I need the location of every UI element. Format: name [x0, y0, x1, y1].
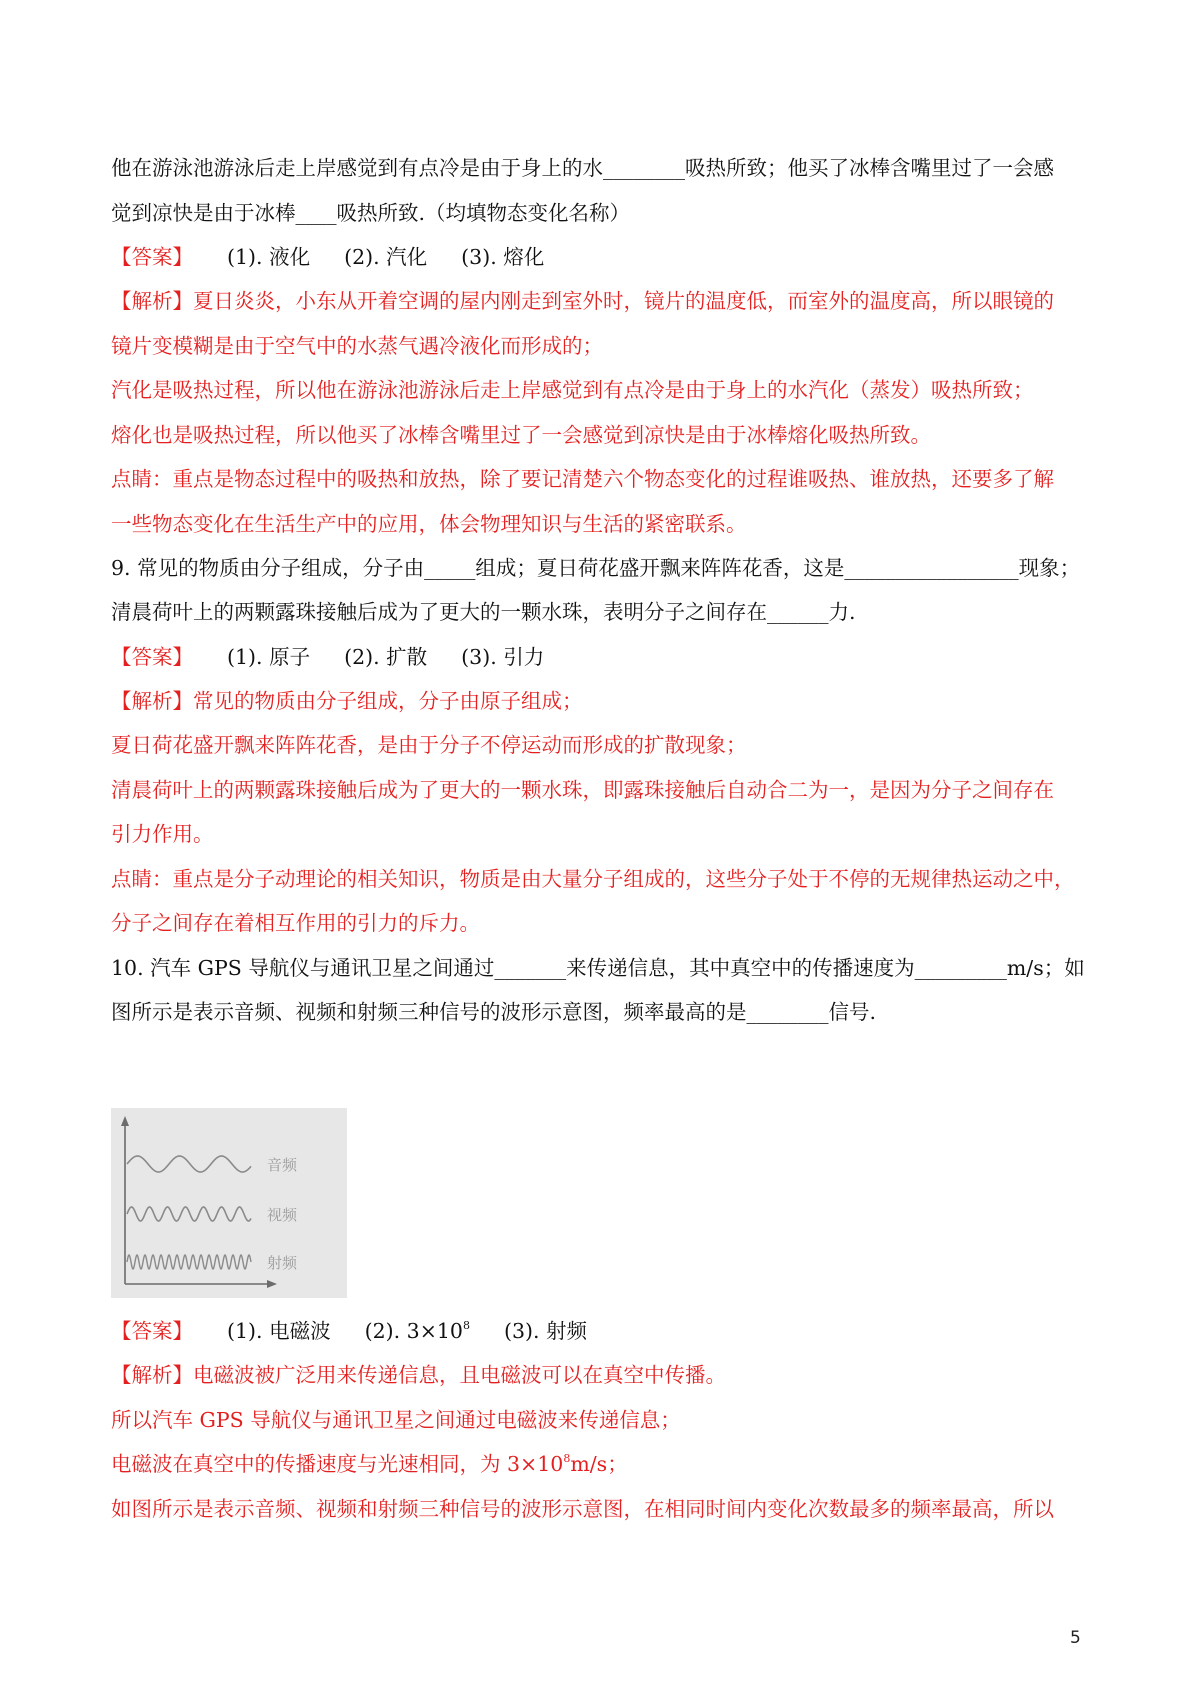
q8-answer [111, 242, 1101, 272]
answer-2: (2). 扩散 [344, 645, 428, 669]
y-axis-arrow [121, 1116, 129, 1126]
answer-1: (1). 原子 [227, 645, 311, 669]
answer-2: (2). 汽化 [344, 245, 428, 269]
q9-key-point-line-1: 点睛：重点是分子动理论的相关知识，物质是由大量分子组成的，这些分子处于不停的无规律热运动之中， [111, 867, 1075, 891]
q10-analysis-line-3: 电磁波在真空中的传播速度与光速相同，为 $3\times 10^8m/s$； [111, 1452, 628, 1476]
q10-analysis-line-1: 【解析】电磁波被广泛用来传递信息，且电磁波可以在真空中传播。 [111, 1363, 726, 1387]
q10-answer [111, 1316, 1101, 1346]
q9-question-line-1: 9. 常见的物质由分子组成，分子由_____组成；夏日荷花盛开飘来阵阵花香，这是_________________现象； [111, 556, 1081, 580]
video-wave [127, 1207, 251, 1221]
page-number: 5 [1070, 1628, 1081, 1648]
q9-key-point-line-2: 分子之间存在着相互作用的引力的斥力。 [111, 911, 480, 935]
answer-3: (3). 熔化 [461, 245, 545, 269]
answer-tag: 【答案】 [111, 645, 193, 669]
q8-question-line-1: 他在游泳池游泳后走上岸感觉到有点冷是由于身上的水________吸热所致；他买了冰棒含嘴里过了一会感 [111, 156, 1054, 180]
audio-wave [127, 1156, 251, 1172]
q8-key-point-line-1: 点睛：重点是物态过程中的吸热和放热，除了要记清楚六个物态变化的过程谁吸热、谁放热，还要多了解 [111, 467, 1054, 491]
answer-1: (1). 液化 [227, 245, 311, 269]
audio-label: 音频 [267, 1156, 298, 1174]
waveform-figure [111, 1108, 347, 1298]
answer-2: (2). $3\times 10^8$ [364, 1319, 470, 1343]
analysis-tag: 【解析】 [111, 289, 193, 313]
answer-tag: 【答案】 [111, 245, 193, 269]
q10-analysis-line-4: 如图所示是表示音频、视频和射频三种信号的波形示意图，在相同时间内变化次数最多的频率最高，所以 [111, 1497, 1054, 1521]
x-axis-arrow [267, 1280, 277, 1288]
q9-analysis-line-4: 引力作用。 [111, 822, 214, 846]
answer-1: (1). 电磁波 [227, 1319, 331, 1343]
q8-question-line-2: 觉到凉快是由于冰棒____吸热所致.（均填物态变化名称） [111, 201, 631, 225]
rf-label: 射频 [267, 1254, 298, 1272]
q8-analysis-line-1: 【解析】夏日炎炎，小东从开着空调的屋内刚走到室外时，镜片的温度低，而室外的温度高，所以眼镜的 [111, 289, 1054, 313]
answer-3: (3). 射频 [503, 1319, 588, 1343]
analysis-tag: 【解析】 [111, 1363, 193, 1387]
q9-answer [111, 642, 1101, 672]
answer-tag: 【答案】 [111, 1319, 193, 1343]
q9-question-line-2: 清晨荷叶上的两颗露珠接触后成为了更大的一颗水珠，表明分子之间存在______力. [111, 600, 856, 624]
video-label: 视频 [267, 1206, 298, 1224]
waveform-diagram [111, 1108, 347, 1298]
q8-analysis-line-2: 镜片变模糊是由于空气中的水蒸气遇冷液化而形成的； [111, 334, 603, 358]
q8-key-point-line-2: 一些物态变化在生活生产中的应用，体会物理知识与生活的紧密联系。 [111, 512, 747, 536]
q10-question-line-1: 10. 汽车 GPS 导航仪与通讯卫星之间通过_______来传递信息，其中真空中的传播速度为_________m/s；如 [111, 956, 1085, 980]
rf-wave [127, 1255, 251, 1269]
q9-analysis-line-1: 【解析】常见的物质由分子组成，分子由原子组成； [111, 689, 583, 713]
q10-analysis-line-2: 所以汽车 GPS 导航仪与通讯卫星之间通过电磁波来传递信息； [111, 1408, 681, 1432]
q9-analysis-line-2: 夏日荷花盛开飘来阵阵花香，是由于分子不停运动而形成的扩散现象； [111, 733, 747, 757]
analysis-tag: 【解析】 [111, 689, 193, 713]
q10-question-line-2: 图所示是表示音频、视频和射频三种信号的波形示意图，频率最高的是________信号. [111, 1000, 877, 1024]
q8-analysis-line-4: 熔化也是吸热过程，所以他买了冰棒含嘴里过了一会感觉到凉快是由于冰棒熔化吸热所致。 [111, 423, 931, 447]
q8-analysis-line-3: 汽化是吸热过程，所以他在游泳池游泳后走上岸感觉到有点冷是由于身上的水汽化（蒸发）吸热所致； [111, 378, 1034, 402]
q9-analysis-line-3: 清晨荷叶上的两颗露珠接触后成为了更大的一颗水珠，即露珠接触后自动合二为一，是因为分子之间存在 [111, 778, 1054, 802]
answer-3: (3). 引力 [461, 645, 545, 669]
